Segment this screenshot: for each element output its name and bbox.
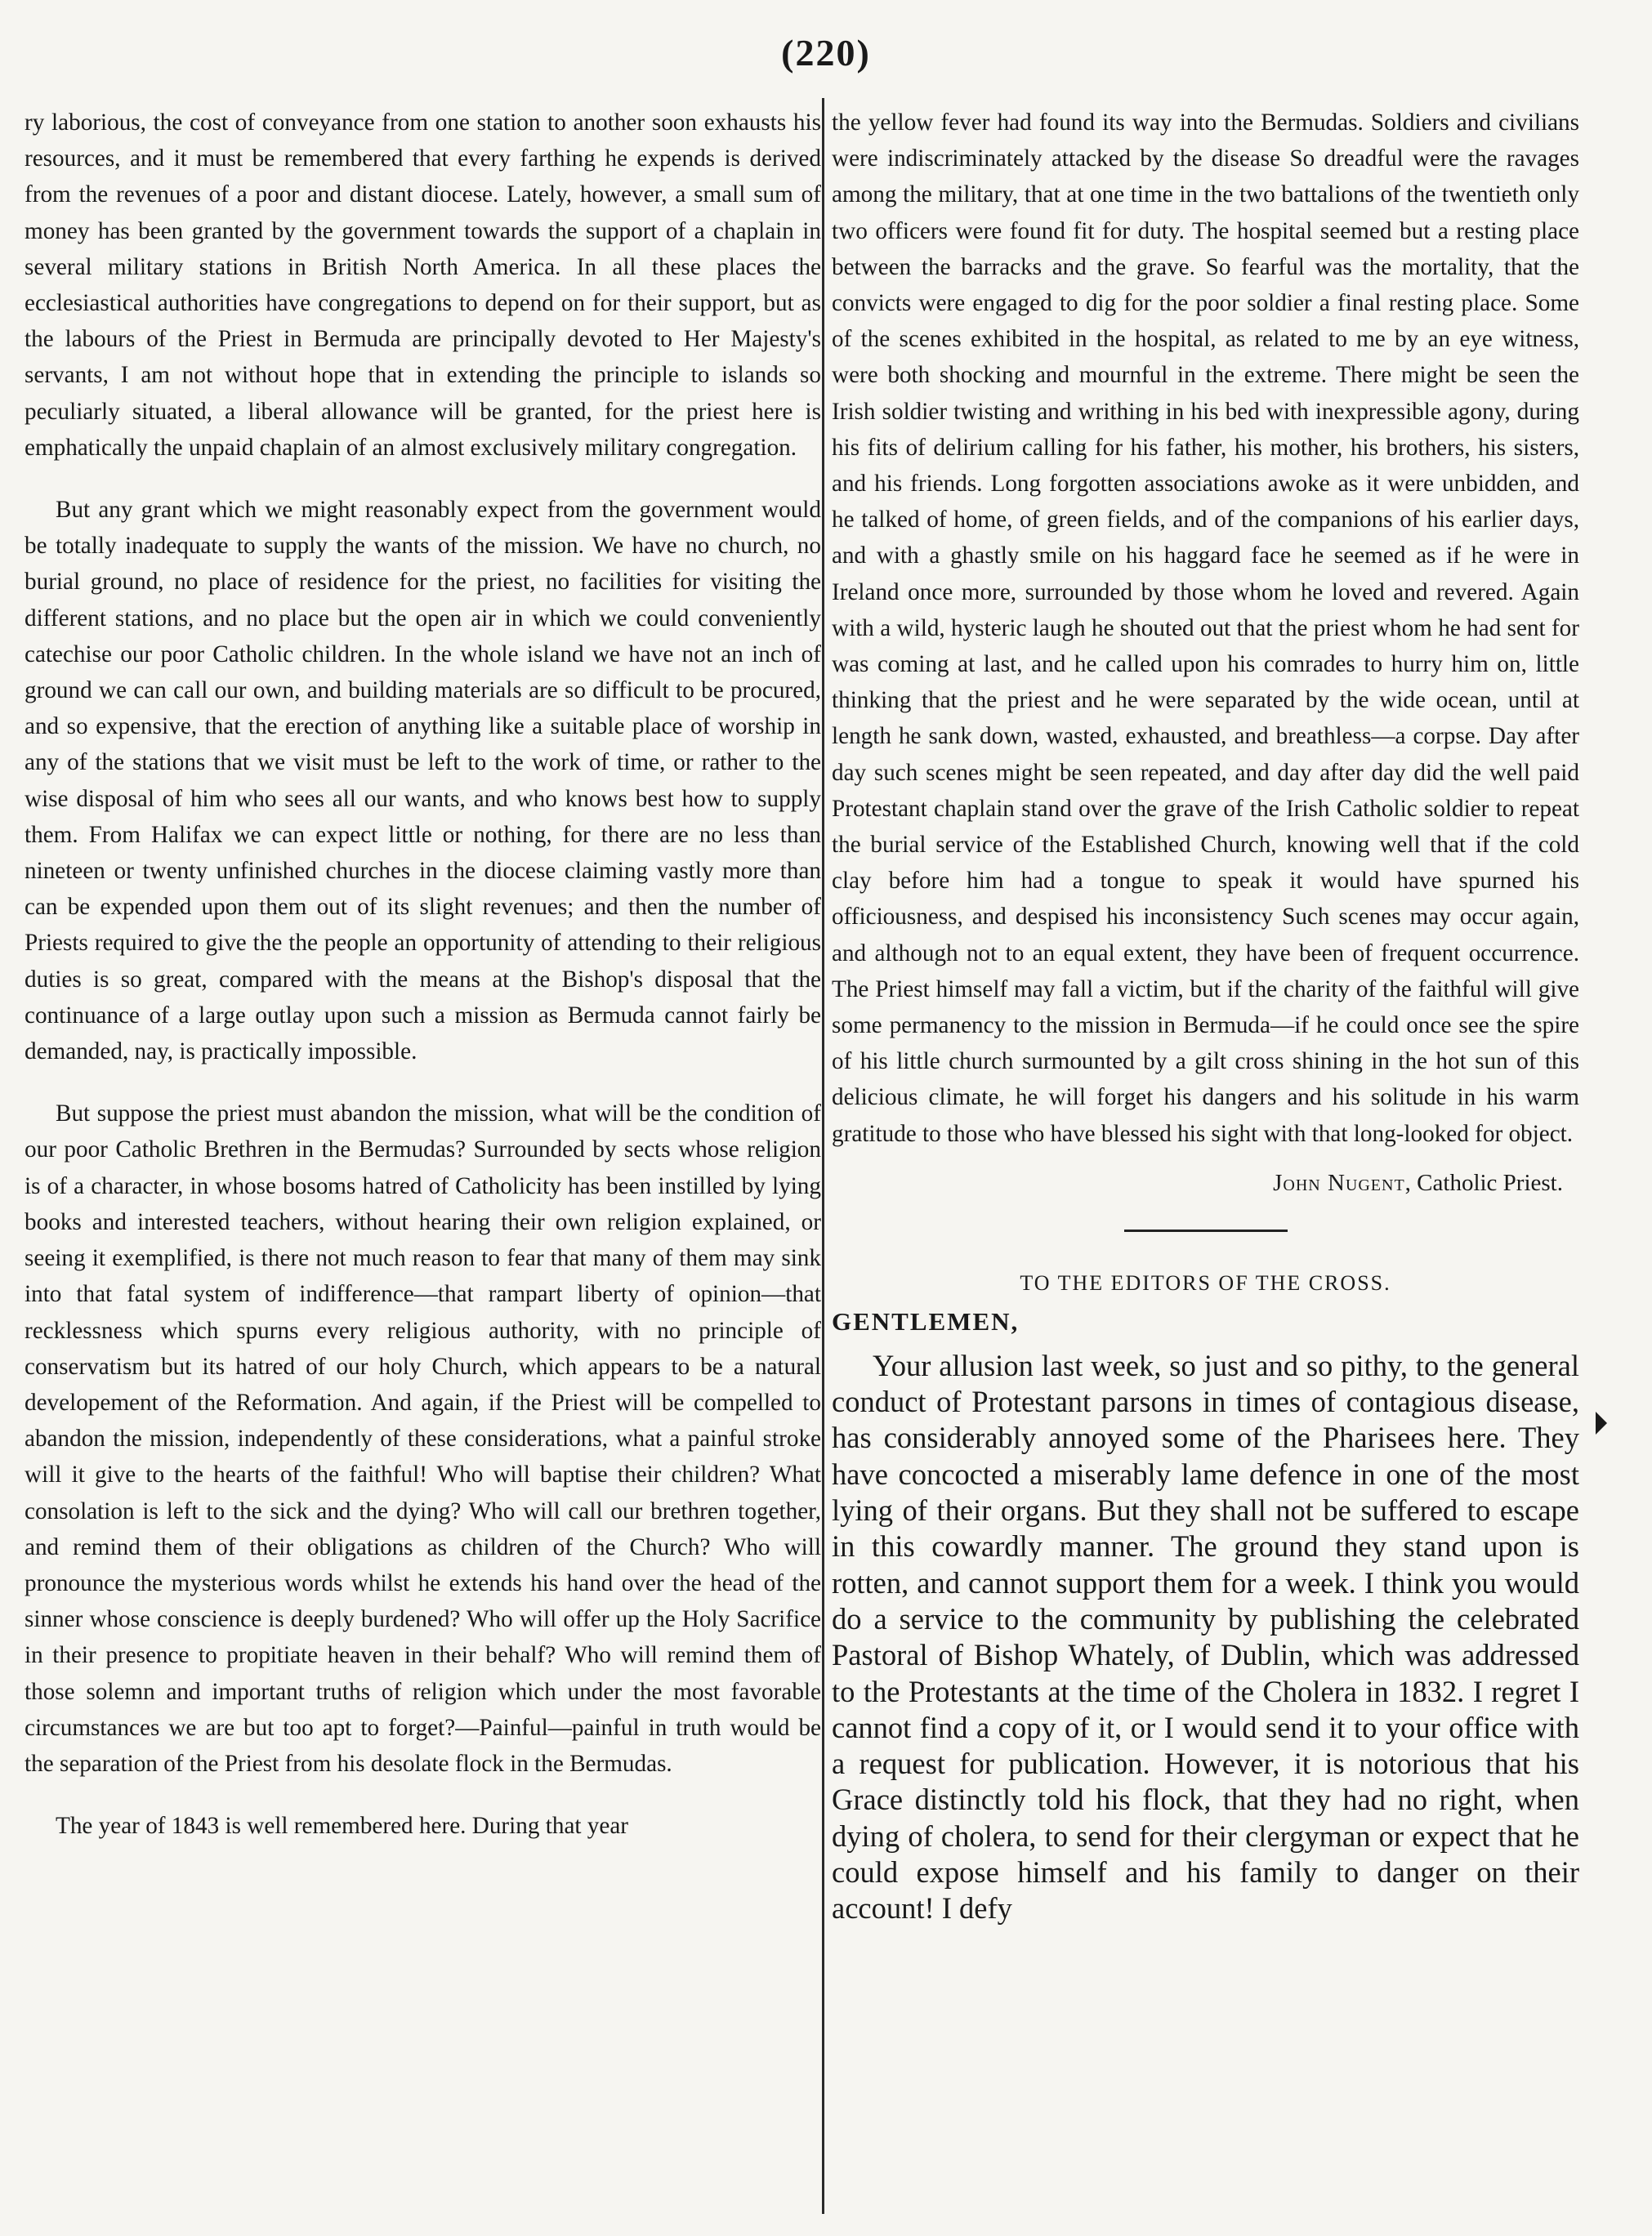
section-divider [1124, 1230, 1288, 1232]
letter-heading: TO THE EDITORS OF THE CROSS. [1020, 1270, 1391, 1295]
right-column [832, 105, 1579, 1927]
left-column [25, 105, 821, 1870]
paragraph: ry laborious, the cost of conveyance from one station to another soon exhausts his resources, and it must be remembered that every farthing he expends is derived from the revenues of a poor and distant diocese. Lately, however, a small sum of money has been granted by the government towards the support of a chaplain in several military stations in British North America. In all these places the ecclesiastical authorities have congregations to depend on for their support, but as the labours of the Priest in Bermuda are principally devoted to Her Majesty's servants, I am not without hope that in extending the principle to islands so peculiarly situated, a liberal allowance will be granted, for the priest here is emphatically the unpaid chaplain of an almost exclusively military congregation. [25, 109, 821, 461]
letter-body: Your allusion last week, so just and so pithy, to the general conduct of Protestant parsons in times of contagious disease, has considerably annoyed some of the Pharisees here. They have concocted a miserably lame defence in one of the most lying of their organs. But they shall not be suffered to escape in this cowardly manner. The ground they stand upon is rotten, and cannot support them for a week. I think you would do a service to the community by publishing the celebrated Pastoral of Bishop Whately, of Dublin, which was addressed to the Protestants at the time of the Cholera in 1832. I regret I cannot find a copy of it, or I would send it to your office with a request for publication. However, it is notorious that his Grace distinctly told his flock, that they had no right, when dying of cholera, to send for their clergyman or expect that he could expose himself and his family to danger on their account! I defy [832, 1348, 1579, 1926]
paragraph: But any grant which we might reasonably expect from the government would be totally inadequate to supply the wants of the mission. We have no church, no burial ground, no place of residence for the priest, no facilities for visiting the different stations, and no place but the open air in which we could conveniently catechise our poor Catholic children. In the whole island we have not an inch of ground we can call our own, and building materials are so difficult to be procured, and so expensive, that the erection of anything like a suitable place of worship in any of the stations that we visit must be left to the work of time, or rather to the wise disposal of him who sees all our wants, and who knows best how to supply them. From Halifax we can expect little or nothing, for there are no less than nineteen or twenty unfinished churches in the diocese claiming vastly more than can be expended upon them out of its slight revenues; and then the number of Priests required to give the the people an opportunity of attending to their religious duties is so great, compared with the means at the Bishop's disposal that the continuance of a large outlay upon such a mission as Bermuda cannot fairly be demanded, nay, is practically impossible. [25, 497, 821, 1065]
signature [832, 1170, 1563, 1197]
margin-arrow-icon [1596, 1412, 1607, 1435]
paragraph: But suppose the priest must abandon the mission, what will be the condition of our poor Catholic Brethren in the Bermudas? Surrounded by sects whose religion is of a character, in whose bosoms hatred of Catholicity has been instilled by lying books and interested teachers, without hearing their own religion explained, or seeing it exemplified, is there not much reason to fear that many of them may sink into that fatal system of indifference—that rampart liberty of opinion—that recklessness which spurns every religious authority, with no principle of conservatism but its hatred of our holy Church, which appears to be a natural developement of the Reformation. And again, if the Priest will be compelled to abandon the mission, independently of these considerations, what a painful stroke will it give to the hearts of the faithful! Who will baptise their children? What consolation is left to the sick and the dying? Who will call our brethren together, and remind them of their obligations as children of the Church? Who will pronounce the mysterious words whilst he extends his hand over the head of the sinner whose conscience is deeply burdened? Who will offer up the Holy Sacrifice in their presence to propitiate heaven in their behalf? Who will remind them of those solemn and important truths of religion which under the most favorable circumstances we are but too apt to forget?—Painful—painful in truth would be the separation of the Priest from his desolate flock in the Bermudas. [25, 1100, 821, 1777]
paragraph-continuation: the yellow fever had found its way into the Bermudas. Soldiers and civilians were indiscriminately attacked by the disease So dreadful were the ravages among the military, that at one time in the two battalions of the twentieth only two officers were found fit for duty. The hospital seemed but a resting place between the barracks and the grave. So fearful was the mortality, that the convicts were engaged to dig for the poor soldier a final resting place. Some of the scenes exhibited in the hospital, as related to me by an eye witness, were both shocking and mournful in the extreme. There might be seen the Irish soldier twisting and writhing in his bed with inexpressible agony, during his fits of delirium calling for his father, his mother, his brothers, his sisters, and his friends. Long forgotten associations awoke as it were unbidden, and he talked of home, of green fields, and of the companions of his earlier days, and with a ghastly smile on his haggard face he seemed as if he were in Ireland once more, surrounded by those whom he loved and revered. Again with a wild, hysteric laugh he shouted out that the priest whom he had sent for was coming at last, and he called upon his comrades to hurry him on, little thinking that the priest and he were separated by the wide ocean, until at length he sank down, wasted, exhausted, and breathless—a corpse. Day after day such scenes might be seen repeated, and day after day did the well paid Protestant chaplain stand over the grave of the Irish Catholic soldier to repeat the burial service of the Established Church, knowing well that if the cold clay before him had a tongue to speak it would have spurned his officiousness, and despised his inconsistency Such scenes may occur again, and although not to an equal extent, they have been of frequent occurrence. The Priest himself may fall a victim, but if the charity of the faithful will give some permanency to the mission in Bermuda—if he could once see the spire of his little church surmounted by a gilt cross shining in the hot sun of this delicious climate, he will forget his dangers and his solitude in his warm gratitude to those who have blessed his sight with that long-looked for object. [832, 109, 1579, 1147]
column-rule [822, 98, 824, 2214]
signature-title: , Catholic Priest. [1404, 1169, 1563, 1196]
letter-salutation: GENTLEMEN, [832, 1306, 1020, 1336]
page-number: (220) [781, 32, 871, 74]
paragraph: The year of 1843 is well remembered here. During that year [56, 1813, 629, 1840]
signature-name: John Nugent [1273, 1169, 1405, 1196]
